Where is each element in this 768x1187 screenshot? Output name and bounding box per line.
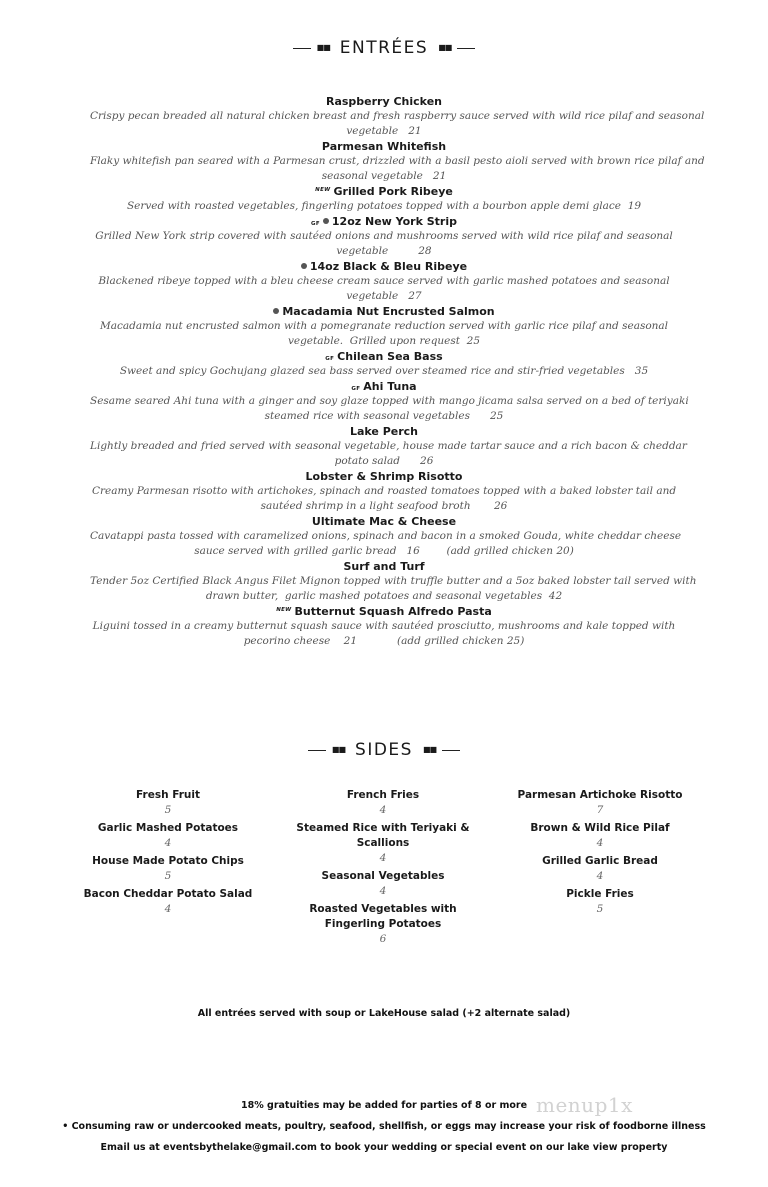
dish-description-line: Flaky whitefish pan seared with a Parmesan crust, drizzled with a basil pesto aioli served with brown rice pilaf and [90, 155, 705, 167]
dish-description-line: pecorino cheese 21 (add grilled chicken 25) [243, 635, 525, 647]
side-price: 7 [596, 804, 604, 816]
square-ornament-icon: ■■ [316, 43, 330, 52]
side-name: Steamed Rice with Teriyaki & Scallions [296, 822, 470, 849]
bullet-dot-icon [301, 263, 307, 269]
side-item [500, 887, 700, 916]
side-price: 4 [379, 885, 387, 897]
dish-item [90, 184, 678, 214]
gratuity-note: 18% gratuities may be added for parties of 8 or more [240, 1100, 528, 1111]
dish-description-line: Lightly breaded and fried served with seasonal vegetable, house made tartar sauce and a rich bacon & cheddar [90, 440, 687, 452]
dish-description-line: Sweet and spicy Gochujang glazed sea bass served over steamed rice and stir-fried vegetables 35 [119, 365, 649, 377]
side-name: Grilled Garlic Bread [542, 855, 658, 867]
dish-name: Surf and Turf [343, 560, 425, 573]
side-name: Brown & Wild Rice Pilaf [530, 822, 670, 834]
dish-item [90, 514, 682, 559]
square-ornament-icon: ■■ [422, 745, 437, 754]
dish-name: Chilean Sea Bass [337, 350, 443, 363]
side-name: Seasonal Vegetables [321, 870, 445, 882]
dish-name-row [90, 559, 678, 574]
side-item [500, 854, 700, 883]
dish-name-row [90, 349, 678, 364]
new-badge: NEW [315, 187, 331, 193]
side-price: 4 [596, 870, 604, 882]
side-name: Parmesan Artichoke Risotto [517, 789, 683, 801]
dish-description-line: Tender 5oz Certified Black Angus Filet Mignon topped with truffle butter and a 5oz baked lobster tail served with [90, 575, 697, 587]
dish-name-row [90, 139, 678, 154]
dish-name-row [90, 379, 678, 394]
dish-name: 12oz New York Strip [331, 215, 457, 228]
dish-name-row [90, 469, 678, 484]
dish-item [90, 424, 687, 469]
dish-item [90, 379, 689, 424]
dish-description-line: Grilled New York strip covered with sautéed onions and mushrooms served with wild rice pilaf and seasonal [95, 230, 673, 242]
dish-name-row [90, 259, 678, 274]
side-item [283, 821, 483, 865]
sides-heading [0, 740, 768, 760]
gluten-free-badge: GF [311, 221, 320, 227]
dish-item [90, 259, 678, 304]
dish-description-line: Cavatappi pasta tossed with caramelized onions, spinach and bacon in a smoked Gouda, white cheddar cheese [90, 530, 682, 542]
square-ornament-icon: ■■ [331, 745, 346, 754]
dish-description-line: Crispy pecan breaded all natural chicken breast and fresh raspberry sauce served with wild rice pilaf and seasonal [90, 110, 705, 122]
side-price: 6 [379, 933, 387, 945]
entrees-list [90, 94, 705, 649]
dish-description-line: Liguini tossed in a creamy butternut squash sauce with sautéed prosciutto, mushrooms and kale topped with [92, 620, 676, 632]
left-rule [308, 750, 326, 751]
dish-item [90, 94, 705, 139]
side-name: House Made Potato Chips [92, 855, 244, 867]
side-name: Roasted Vegetables with Fingerling Potatoes [309, 903, 457, 930]
bullet-dot-icon [323, 218, 329, 224]
right-rule [442, 750, 460, 751]
gluten-free-badge: GF [325, 356, 335, 362]
side-price: 4 [379, 804, 387, 816]
dish-name: Butternut Squash Alfredo Pasta [294, 605, 492, 618]
side-price: 4 [164, 837, 172, 849]
side-price: 5 [164, 804, 172, 816]
dish-item [90, 304, 678, 349]
dish-name: Macadamia Nut Encrusted Salmon [282, 305, 495, 318]
dish-item [90, 214, 678, 259]
dish-name-row [90, 304, 678, 319]
side-price: 5 [596, 903, 604, 915]
dish-name-row [90, 214, 678, 229]
side-price: 5 [164, 870, 172, 882]
dish-description-line: sauce served with grilled garlic bread 16 (add grilled chicken 20) [194, 545, 574, 557]
dish-item [90, 469, 678, 514]
dish-name: Raspberry Chicken [325, 95, 442, 108]
dish-name: Lake Perch [349, 425, 419, 438]
sides-title: SIDES [355, 740, 413, 760]
email-note: Email us at eventsbythelake@gmail.com to book your wedding or special event on our lake view property [100, 1142, 668, 1153]
entrees-heading [0, 38, 768, 58]
dish-description-line: Sesame seared Ahi tuna with a ginger and soy glaze topped with mango jicama salsa served on a bed of teriyaki [90, 395, 689, 407]
dish-description-line: potato salad 26 [334, 455, 434, 467]
side-price: 4 [164, 903, 172, 915]
square-ornament-icon: ■■ [438, 43, 452, 52]
right-rule [457, 48, 475, 49]
side-name: Fresh Fruit [136, 789, 200, 801]
dish-name-row [90, 514, 678, 529]
side-name: Garlic Mashed Potatoes [97, 822, 239, 834]
left-rule [293, 48, 311, 49]
dish-item [90, 139, 705, 184]
side-item [68, 887, 268, 916]
sides-column-2 [283, 788, 483, 950]
dish-name-row [90, 424, 678, 439]
dish-name: Lobster & Shrimp Risotto [305, 470, 463, 483]
dish-name: 14oz Black & Bleu Ribeye [309, 260, 468, 273]
side-item [500, 788, 700, 817]
dish-description-line: seasonal vegetable 21 [321, 170, 447, 182]
side-item [283, 869, 483, 898]
side-name: French Fries [346, 789, 420, 801]
side-item [68, 788, 268, 817]
sides-column-3 [500, 788, 700, 920]
side-name: Pickle Fries [566, 888, 634, 900]
gluten-free-badge: GF [351, 386, 361, 392]
dish-item [90, 559, 697, 604]
dish-description-line: vegetable 28 [336, 245, 432, 257]
sides-column-1 [68, 788, 268, 920]
soup-salad-note: All entrées served with soup or LakeHouse salad (+2 alternate salad) [197, 1008, 571, 1019]
dish-description-line: sautéed shrimp in a light seafood broth 26 [260, 500, 508, 512]
dish-name-row [90, 94, 678, 109]
dish-name-row [90, 604, 678, 619]
food-safety-warning: • Consuming raw or undercooked meats, poultry, seafood, shellfish, or eggs may increase your risk of foodborne illness [62, 1121, 706, 1132]
side-price: 4 [379, 852, 387, 864]
dish-item [90, 604, 678, 649]
side-item [68, 854, 268, 883]
side-name: Bacon Cheddar Potato Salad [83, 888, 253, 900]
side-price: 4 [596, 837, 604, 849]
side-item [500, 821, 700, 850]
side-item [283, 788, 483, 817]
dish-name: Ultimate Mac & Cheese [311, 515, 457, 528]
entrees-title: ENTRÉES [339, 38, 429, 58]
dish-description-line: steamed rice with seasonal vegetables 25 [264, 410, 504, 422]
dish-description-line: vegetable 21 [346, 125, 422, 137]
watermark-logo: menup1x [536, 1093, 633, 1117]
dish-description-line: drawn butter, garlic mashed potatoes and seasonal vegetables 42 [205, 590, 563, 602]
dish-name: Grilled Pork Ribeye [333, 185, 453, 198]
dish-description-line: Macadamia nut encrusted salmon with a pomegranate reduction served with garlic rice pilaf and seasonal [99, 320, 669, 332]
dish-description-line: vegetable. Grilled upon request 25 [287, 335, 481, 347]
side-item [68, 821, 268, 850]
dish-description-line: Blackened ribeye topped with a bleu cheese cream sauce served with garlic mashed potatoes and seasonal [98, 275, 670, 287]
side-item [283, 902, 483, 946]
dish-description-line: vegetable 27 [346, 290, 422, 302]
dish-description-line: Creamy Parmesan risotto with artichokes, spinach and roasted tomatoes topped with a baked lobster tail and [91, 485, 677, 497]
dish-name-row [90, 184, 678, 199]
dish-name: Parmesan Whitefish [321, 140, 447, 153]
dish-item [90, 349, 678, 379]
new-badge: NEW [276, 607, 292, 613]
dish-name: Ahi Tuna [363, 380, 417, 393]
dish-description-line: Served with roasted vegetables, fingerling potatoes topped with a bourbon apple demi glace 19 [126, 200, 642, 212]
bullet-dot-icon [273, 308, 279, 314]
